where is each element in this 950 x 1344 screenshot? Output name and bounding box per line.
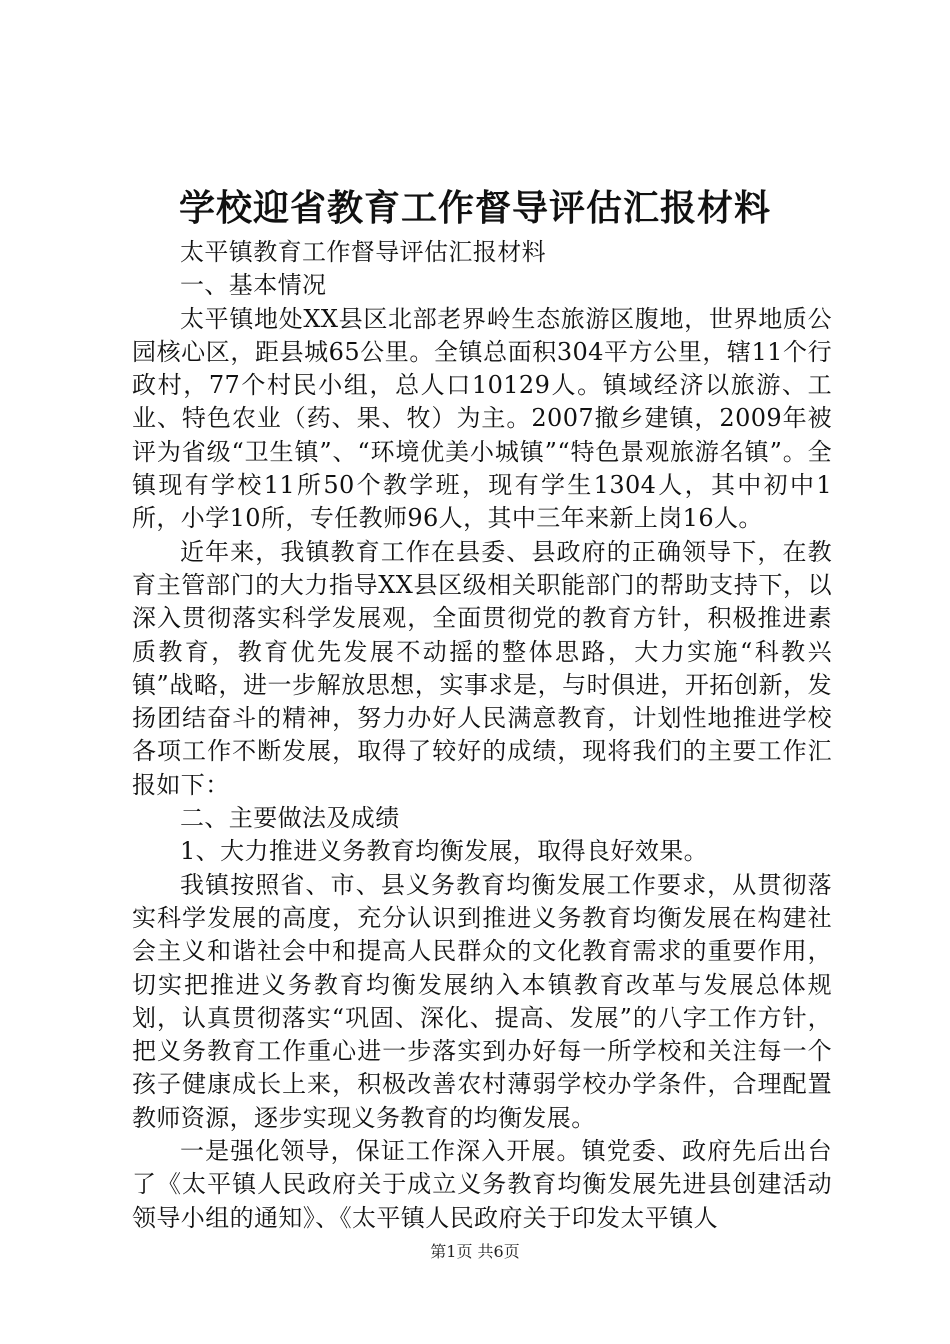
- paragraph-recent-years: 近年来，我镇教育工作在县委、县政府的正确领导下，在教育主管部门的大力指导XX县区级相关职能部门的帮助支持下，以深入贯彻落实科学发展观，全面贯彻党的教育方针，积极推进素质教育，教育优先发展不动摇的整体思路，大力实施“科教兴镇”战略，进一步解放思想，实事求是，与时俱进，开拓创新，发扬团结奋斗的精神，努力办好人民满意教育，计划性地推进学校各项工作不断发展，取得了较好的成绩，现将我们的主要工作汇报如下：: [132, 537, 832, 799]
- section-heading-basic: 一、基本情况: [180, 271, 327, 300]
- paragraph-leadership: 一是强化领导，保证工作深入开展。镇党委、政府先后出台了《太平镇人民政府关于成立义务教育均衡发展先进县创建活动领导小组的通知》、《太平镇人民政府关于印发太平镇人: [132, 1137, 832, 1232]
- section-heading-main-work: 二、主要做法及成绩: [180, 804, 400, 833]
- paragraph-basic-info: 太平镇地处XX县区北部老界岭生态旅游区腹地，世界地质公园核心区，距县城65公里。全镇总面积304平方公里，辖11个行政村，77个村民小组，总人口10129人。镇域经济以旅游、工业、特色农业（药、果、牧）为主。2007撤乡建镇，2009年被评为省级“卫生镇”、“环境优美小城镇”“特色景观旅游名镇”。全镇现有学校11所50个教学班，现有学生1304人，其中初中1所，小学10所，专任教师96人，其中三年来新上岗16人。: [132, 304, 832, 533]
- document-title: 学校迎省教育工作督导评估汇报材料: [178, 188, 771, 229]
- document-body: [132, 236, 832, 1235]
- subtitle-paragraph: 太平镇教育工作督导评估汇报材料: [180, 238, 546, 266]
- page-footer: 第1页 共6页: [430, 1242, 520, 1261]
- paragraph-balanced-development: 我镇按照省、市、县义务教育均衡发展工作要求，从贯彻落实科学发展的高度，充分认识到推进义务教育均衡发展在构建社会主义和谐社会中和提高人民群众的文化教育需求的重要作用，切实把推进义务教育均衡发展纳入本镇教育改革与发展总体规划，认真贯彻落实“巩固、深化、提高、发展”的八字工作方针，把义务教育工作重心进一步落实到办好每一所学校和关注每一个孩子健康成长上来，积极改善农村薄弱学校办学条件，合理配置教师资源，逐步实现义务教育的均衡发展。: [132, 870, 832, 1132]
- subheading-balanced-development: 1、大力推进义务教育均衡发展，取得良好效果。: [180, 837, 709, 866]
